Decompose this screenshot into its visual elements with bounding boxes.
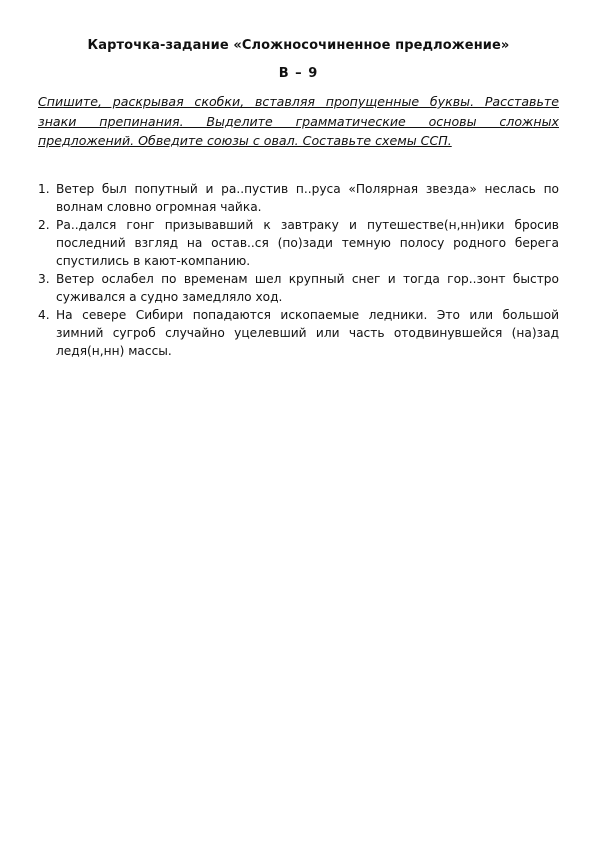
task-number: 3.: [38, 272, 50, 286]
task-item: [38, 216, 559, 270]
task-item: [38, 306, 559, 360]
task-number: 1.: [38, 182, 50, 196]
task-text: Ветер ослабел по временам шел крупный снег и тогда гор..зонт быстро суживался а судно замедляло ход.: [56, 272, 559, 304]
task-list: [38, 180, 559, 360]
instruction-text: Спишите, раскрывая скобки, вставляя пропущенные буквы. Расставьте знаки препинания. Выделите грамматические основы сложных предложений. Обведите союзы с овал. Составьте схемы ССП.: [38, 94, 559, 148]
card-title: Карточка-задание «Сложносочиненное предложение»: [87, 38, 510, 53]
task-number: 4.: [38, 308, 50, 322]
variant-label: В – 9: [278, 66, 319, 81]
task-text: На севере Сибири попадаются ископаемые ледники. Это или большой зимний сугроб случайно уцелевший или часть отодвинувшейся (на)зад ледя(н,нн) массы.: [56, 308, 559, 358]
task-number: 2.: [38, 218, 50, 232]
task-text: Ветер был попутный и ра..пустив п..руса «Полярная звезда» неслась по волнам словно огромная чайка.: [56, 182, 559, 214]
task-text: Ра..дался гонг призывавший к завтраку и путешестве(н,нн)ики бросив последний взгляд на остав..ся (по)зади темную полосу родного берега спустились в кают-компанию.: [56, 218, 559, 268]
task-item: [38, 180, 559, 216]
task-item: [38, 270, 559, 306]
